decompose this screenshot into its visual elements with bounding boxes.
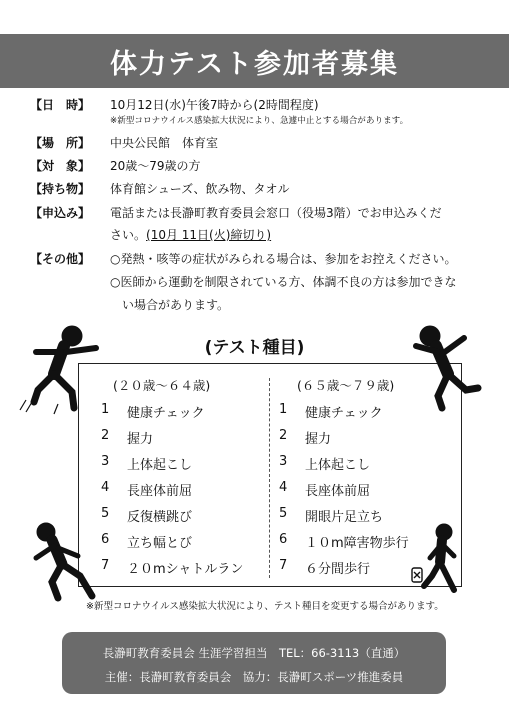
right-column-header: (６５歳～７９歳) xyxy=(297,378,395,393)
apply-row-2 xyxy=(110,226,271,243)
apply-row xyxy=(30,204,442,221)
items-row xyxy=(30,180,290,197)
tests-note: ※新型コロナウイルス感染拡大状況により、テスト種目を変更する場合があります。 xyxy=(86,601,444,612)
date-value: 10月12日(水)午後7時から(2時間程度) xyxy=(110,98,319,112)
date-note: ※新型コロナウイルス感染拡大状況により、急遽中止とする場合があります。 xyxy=(110,116,409,126)
walking-figure-icon xyxy=(408,522,468,594)
test-item: 5 反復横跳び xyxy=(101,506,193,525)
other-row xyxy=(30,250,456,267)
page-title: 体力テスト参加者募集 xyxy=(0,34,509,88)
footer-organizer: 主催：長瀞町教育委員会 協力：長瀞町スポーツ推進委員 xyxy=(104,670,404,684)
runner-figure-icon xyxy=(14,322,106,418)
target-label: 【対 象】 xyxy=(30,159,91,173)
apply-deadline: (10月 11日(火)締切り) xyxy=(146,228,272,242)
test-item: 7 ６分間歩行 xyxy=(279,558,371,577)
apply-value-1: 電話または長瀞町教育委員会窓口（役場3階）でお申込みくだ xyxy=(110,206,442,220)
footer-banner xyxy=(62,632,446,694)
target-row xyxy=(30,157,201,174)
test-item: 4 長座体前屈 xyxy=(279,480,371,499)
test-item: 6 立ち幅とび xyxy=(101,532,193,551)
other-2b: い場合があります。 xyxy=(122,298,230,312)
test-item: 6 １０m障害物歩行 xyxy=(279,532,409,551)
other-label: 【その他】 xyxy=(30,252,91,266)
footer-contact: 長瀞町教育委員会 生涯学習担当 TEL：66-3113（直通） xyxy=(102,646,406,660)
items-value: 体育館シューズ、飲み物、タオル xyxy=(110,182,290,196)
test-item: 7 ２０mシャトルラン xyxy=(101,558,244,577)
other-row-2 xyxy=(110,273,456,290)
place-value: 中央公民館 体育室 xyxy=(110,136,219,150)
target-value: 20歳～79歳の方 xyxy=(110,159,201,173)
test-item: 1 健康チェック xyxy=(279,402,383,421)
jumping-figure-icon xyxy=(402,318,492,414)
items-label: 【持ち物】 xyxy=(30,182,91,196)
date-label: 【日 時】 xyxy=(30,98,91,112)
column-divider xyxy=(269,378,270,578)
left-column-header: (２０歳～６４歳) xyxy=(113,378,211,393)
test-item: 2 握力 xyxy=(279,428,332,447)
date-row xyxy=(30,96,319,113)
place-label: 【場 所】 xyxy=(30,136,91,150)
test-item: 4 長座体前屈 xyxy=(101,480,193,499)
test-item: 1 健康チェック xyxy=(101,402,205,421)
date-note-row xyxy=(110,114,408,126)
test-item: 3 上体起こし xyxy=(101,454,193,473)
other-2a: ○医師から運動を制限されている方、体調不良の方は参加できな xyxy=(110,275,457,289)
other-row-3 xyxy=(122,296,229,313)
apply-value-2a: さい。 xyxy=(110,228,147,242)
crouching-figure-icon xyxy=(22,518,108,608)
tests-title: (テスト種目) xyxy=(204,338,305,358)
test-item: 3 上体起こし xyxy=(279,454,371,473)
apply-label: 【申込み】 xyxy=(30,206,91,220)
test-item: 2 握力 xyxy=(101,428,154,447)
place-row xyxy=(30,134,218,151)
other-1: ○発熱・咳等の症状がみられる場合は、参加をお控えください。 xyxy=(110,252,457,266)
test-item: 5 開眼片足立ち xyxy=(279,506,384,525)
